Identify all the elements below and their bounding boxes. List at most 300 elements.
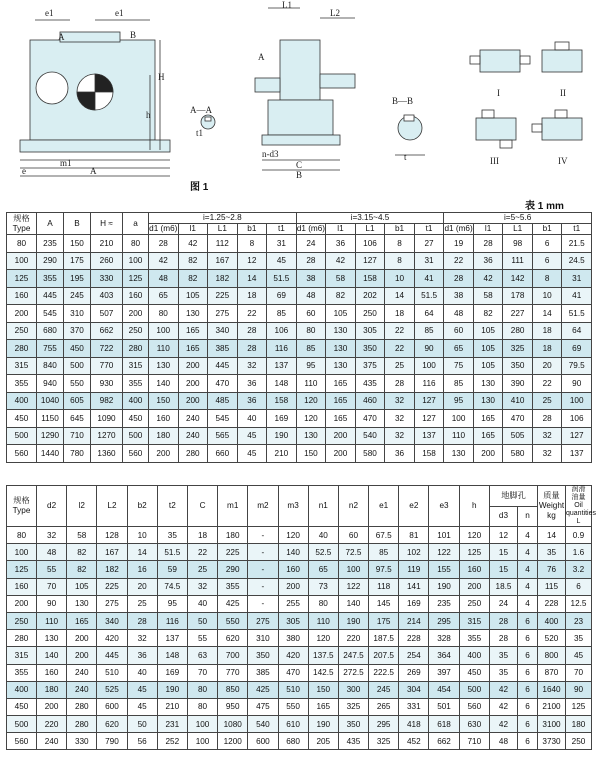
table-cell: 80 [7,235,37,253]
table-cell: 130 [37,630,67,647]
table-cell: 10 [127,527,157,544]
table-cell: 510 [278,681,308,698]
col-e3: e3 [429,486,459,527]
table-cell: 295 [369,716,399,733]
table-cell: 454 [429,681,459,698]
table-cell: 450 [7,698,37,715]
table-cell: 90 [566,681,592,698]
table-cell: 130 [326,357,356,375]
label-type-3: III [490,156,499,166]
table-cell: 200 [67,647,97,664]
table-cell: 200 [326,445,356,463]
table-cell: 385 [208,340,238,358]
table-cell: 90 [562,375,592,393]
label-type-4: IV [558,156,568,166]
col-t2: t2 [157,486,187,527]
table-cell: 85 [267,305,297,323]
table-cell: 245 [64,287,91,305]
table-cell: 111 [503,252,533,270]
table-cell: 100 [149,322,179,340]
table-cell: 22 [385,340,415,358]
table-cell: 58 [67,527,97,544]
table-cell: 510 [97,664,127,681]
table-cell: 182 [208,270,238,288]
table-cell: 501 [429,698,459,715]
reducer-drawing [0,0,600,196]
table-cell: 21.5 [562,235,592,253]
table-cell: 520 [538,630,566,647]
table-cell: 840 [37,357,64,375]
table-cell: 32 [127,630,157,647]
table-cell: 330 [67,733,97,750]
table-cell: 41 [562,287,592,305]
table-cell: 45 [267,252,297,270]
table-cell: 255 [278,595,308,612]
table-cell: 227 [503,305,533,323]
table-cell: 22 [532,375,562,393]
table-cell: 31 [562,270,592,288]
table-cell: 620 [218,630,248,647]
table-cell: 130 [473,392,503,410]
section-a-view [201,115,215,129]
table-cell: 75 [444,357,474,375]
table-cell: 38 [444,287,474,305]
table-cell: 8 [532,270,562,288]
table-cell: 32 [385,410,415,428]
table-cell: 90 [37,595,67,612]
table-cell: 137 [562,445,592,463]
table-cell: 200 [123,305,149,323]
table-cell: 280 [178,445,208,463]
table-cell: 105 [326,305,356,323]
table-cell: 25 [385,357,415,375]
table-cell: 28 [237,322,267,340]
col-B: B [64,213,91,235]
table-cell: 82 [178,252,208,270]
table-cell: 340 [97,612,127,629]
table-cell: 4 [517,544,537,561]
table-cell: 59 [157,561,187,578]
group-2: i=3.15~4.5 [296,213,444,224]
table-cell: 38 [296,270,326,288]
table-row [7,698,592,715]
table-cell: 475 [248,698,278,715]
table-cell: 200 [178,392,208,410]
table-cell: 200 [473,445,503,463]
table-cell: 205 [308,733,338,750]
table-cell: 28 [473,235,503,253]
table-row [7,527,592,544]
table-cell: 350 [503,357,533,375]
table-cell: 400 [7,392,37,410]
table-cell: 20 [532,357,562,375]
table-cell: 36 [237,392,267,410]
table-cell: 70 [37,578,67,595]
table-cell: 100 [7,252,37,270]
table-cell: 500 [123,427,149,445]
table-cell: 31 [267,235,297,253]
table-cell: 51.5 [414,287,444,305]
table-cell: 32 [385,427,415,445]
dimension-table-1 [6,212,592,463]
table-cell: 210 [267,445,297,463]
table-cell: 1080 [218,716,248,733]
label-t1: t1 [196,128,204,138]
table-cell: 700 [218,647,248,664]
table-cell: 245 [369,681,399,698]
table-cell: 18.5 [489,578,517,595]
table-cell: 40 [308,527,338,544]
table-cell: 48 [296,287,326,305]
table-cell: 100 [7,544,37,561]
table-cell: 10 [532,287,562,305]
table-cell: 545 [208,410,238,428]
table-cell: 770 [91,357,123,375]
table-cell: 130 [178,305,208,323]
table-cell: 200 [7,595,37,612]
table-cell: 80 [296,322,326,340]
table-cell: 500 [64,357,91,375]
table-cell: 81 [399,527,429,544]
table-cell: 28 [444,270,474,288]
table-row [7,716,592,733]
table-cell: 165 [67,612,97,629]
table-cell: 254 [399,647,429,664]
table-cell: 28 [237,340,267,358]
table-cell: 331 [399,698,429,715]
table-cell: 42 [489,716,517,733]
table-cell: 137 [267,357,297,375]
table-cell: 325 [503,340,533,358]
table-cell: 290 [37,252,64,270]
subcol-0-4: t1 [267,224,297,235]
table-cell: 169 [267,410,297,428]
col-n1: n1 [308,486,338,527]
group-3: i=5~5.6 [444,213,592,224]
table-cell: 35 [538,544,566,561]
table-cell: 15 [489,544,517,561]
label-nd3: n-d3 [262,149,279,159]
table-cell: 6 [517,612,537,629]
table-cell: 4 [517,578,537,595]
table-cell: 180 [218,527,248,544]
table-cell: 525 [97,681,127,698]
table-cell: 445 [208,357,238,375]
table-cell: 3.2 [566,561,592,578]
col-l2: l2 [67,486,97,527]
table-cell: 355 [459,630,489,647]
table-cell: 452 [399,733,429,750]
table-cell: 550 [278,698,308,715]
subcol-1-2: L1 [355,224,385,235]
table-cell: 269 [399,664,429,681]
table-cell: 35 [489,664,517,681]
table-cell: 32 [532,445,562,463]
table-cell: 250 [123,322,149,340]
table-cell: 48 [37,544,67,561]
table-cell: - [248,561,278,578]
table-cell: 397 [429,664,459,681]
table-cell: 74.5 [157,578,187,595]
table-cell: 275 [208,305,238,323]
table-cell: 420 [278,647,308,664]
side-view [255,8,355,170]
table-cell: 4 [517,561,537,578]
table-cell: 122 [429,544,459,561]
table-cell: 65 [444,340,474,358]
table-cell: 280 [67,698,97,715]
table-cell: 112 [208,235,238,253]
table-cell: 119 [399,561,429,578]
table-cell: 98 [503,235,533,253]
table-cell: 870 [538,664,566,681]
table-cell: 80 [123,235,149,253]
label-A: A [58,32,65,42]
table-cell: 12.5 [566,595,592,612]
table-row [7,561,592,578]
table-cell: 240 [37,733,67,750]
table-cell: 14 [127,544,157,561]
table-cell: 180 [566,716,592,733]
table-cell: 25 [532,392,562,410]
table-cell: 120 [308,630,338,647]
table-cell: 141 [399,578,429,595]
table-cell: 165 [473,427,503,445]
table-cell: 25 [127,595,157,612]
table-cell: 1290 [37,427,64,445]
table-cell: 580 [355,445,385,463]
table-cell: 445 [97,647,127,664]
table-cell: 118 [369,578,399,595]
table-cell: - [248,527,278,544]
table-cell: 20 [127,578,157,595]
table-cell: 450 [123,410,149,428]
table-cell: 1200 [218,733,248,750]
table-cell: 28 [385,375,415,393]
table-row [7,647,592,664]
table-cell: 8 [385,235,415,253]
table-cell: 160 [123,287,149,305]
table-row [7,427,592,445]
table-cell: 280 [7,340,37,358]
table-cell: 120 [296,392,326,410]
table-cell: 115 [538,578,566,595]
table-cell: 325 [338,698,368,715]
table-cell: 22 [237,305,267,323]
table-cell: 45 [127,681,157,698]
table-cell: 470 [355,410,385,428]
table-cell: 150 [149,392,179,410]
table-row [7,392,592,410]
table-cell: 190 [267,427,297,445]
table-cell: 425 [218,595,248,612]
col-m2: m2 [248,486,278,527]
label-side-A: A [258,52,265,62]
table-row [7,733,592,750]
table-cell: 80 [187,698,217,715]
table-cell: 231 [157,716,187,733]
table-cell: 350 [248,647,278,664]
table-cell: 375 [355,357,385,375]
subcol-2-0: d1 (m6) [444,224,473,233]
table-cell: 770 [218,664,248,681]
table-cell: 24.5 [562,252,592,270]
table-cell: 315 [7,357,37,375]
col-n: n [517,506,537,527]
table-cell: 275 [97,595,127,612]
table-cell: 64 [562,322,592,340]
front-view [20,20,170,176]
table-cell: 662 [429,733,459,750]
table-cell: 140 [149,375,179,393]
table-cell: 260 [91,252,123,270]
table-cell: 125 [566,698,592,715]
table-cell: 240 [67,664,97,681]
table-cell: 160 [7,287,37,305]
subcol-1-0: d1 (m6) [296,224,326,233]
table-cell: 128 [97,527,127,544]
table-cell: 120 [296,410,326,428]
table-cell: 165 [473,410,503,428]
table-cell: 470 [503,410,533,428]
figure-label: 图 1 [190,182,209,193]
table-cell: 1440 [37,445,64,463]
table-cell: 127 [414,392,444,410]
table-cell: 182 [97,561,127,578]
table-cell: 295 [429,612,459,629]
table-cell: 148 [157,647,187,664]
table-cell: 200 [37,698,67,715]
table-cell: 210 [157,698,187,715]
table-cell: 14 [385,287,415,305]
col-H: H ≈ [91,213,123,235]
table-row [7,664,592,681]
table-row [7,544,592,561]
table-cell: 56 [127,733,157,750]
table-cell: 645 [64,410,91,428]
table-cell: 14 [538,527,566,544]
table-cell: 97.5 [369,561,399,578]
table-cell: 178 [503,287,533,305]
label-L1: L1 [282,0,292,10]
table-cell: 120 [459,527,489,544]
col-h: h [459,486,489,527]
table-cell: 69 [562,340,592,358]
table-cell: 110 [37,612,67,629]
table-cell: 142 [503,270,533,288]
table-cell: 150 [308,681,338,698]
table-cell: 80 [7,527,37,544]
label-bb: B—B [392,96,414,106]
table-cell: 125 [123,270,149,288]
label-type-2: II [560,88,566,98]
table-cell: 545 [37,305,64,323]
table-cell: 662 [91,322,123,340]
table-cell: 250 [7,322,37,340]
table-cell: 400 [459,647,489,664]
table-cell: 95 [444,392,474,410]
table-cell: 200 [459,578,489,595]
table-cell: 470 [278,664,308,681]
table-cell: 165 [308,698,338,715]
table-cell: 23 [566,612,592,629]
table-cell: 400 [538,612,566,629]
table-cell: 0.9 [566,527,592,544]
table-cell: 550 [218,612,248,629]
col-a: a [123,213,149,235]
table-cell: 445 [37,287,64,305]
table-row [7,322,592,340]
col-C: C [187,486,217,527]
table-cell: 560 [7,445,37,463]
table-cell: 800 [538,647,566,664]
table-cell: 158 [267,392,297,410]
col-A: A [37,213,64,235]
table-cell: 385 [248,664,278,681]
table-cell: 14 [532,305,562,323]
table-cell: 125 [459,544,489,561]
dimension-table-2 [6,485,596,750]
label-m1: m1 [60,158,72,168]
table-cell: 137 [157,630,187,647]
table-cell: 418 [399,716,429,733]
table-cell: 127 [562,427,592,445]
subcol-1-3: b1 [385,224,415,235]
table-cell: 28 [296,252,326,270]
table-cell: 618 [429,716,459,733]
table-cell: 155 [429,561,459,578]
table-cell: 73 [308,578,338,595]
table-cell: 1.6 [566,544,592,561]
table-cell: 175 [369,612,399,629]
table-cell: 280 [123,340,149,358]
col-d3: d3 [489,506,517,527]
label-e1: e1 [45,8,54,18]
table-cell: 27 [414,235,444,253]
table-cell: 304 [399,681,429,698]
table-row [7,235,592,253]
table-cell: 160 [7,578,37,595]
table-cell: 140 [37,647,67,664]
table-cell: 106 [267,322,297,340]
table-cell: 105 [178,287,208,305]
table-cell: 24 [489,595,517,612]
table-cell: 35 [157,527,187,544]
table-cell: 3730 [538,733,566,750]
table-cell: 101 [429,527,459,544]
table-cell: 505 [503,427,533,445]
table-cell: 3100 [538,716,566,733]
table-cell: 55 [187,630,217,647]
table-cell: 540 [355,427,385,445]
table-cell: 45 [566,647,592,664]
table-cell: - [248,578,278,595]
table-cell: 90 [414,340,444,358]
table-cell: 72.5 [338,544,368,561]
table-cell: 722 [91,340,123,358]
subcol-1-4: t1 [414,224,444,235]
table-cell: 250 [459,595,489,612]
subcol-1-1: l1 [326,224,356,235]
table-cell: 51.5 [267,270,297,288]
table-cell: 15 [489,561,517,578]
table-cell: 6 [532,235,562,253]
table-cell: 41 [414,270,444,288]
table-cell: 280 [67,716,97,733]
table-cell: 58 [326,270,356,288]
table-cell: 710 [459,733,489,750]
table-cell: 36 [385,445,415,463]
